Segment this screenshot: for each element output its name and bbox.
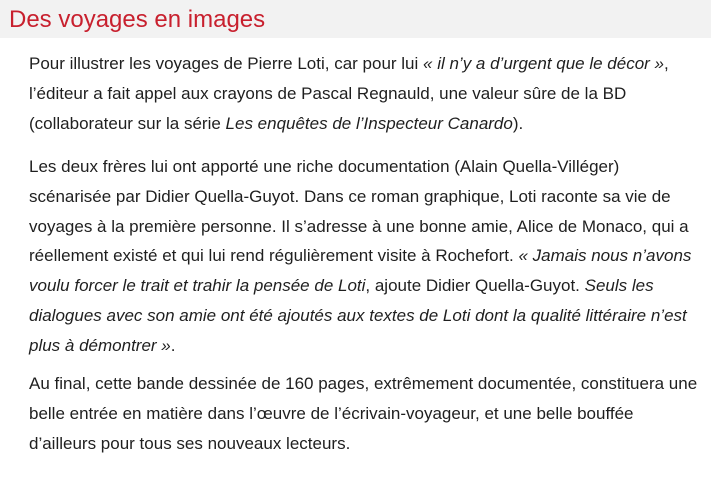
author-quote-2: Seuls les dialogues avec son amie ont été ajoutés aux textes de Loti dont la qualité littéraire n’est plus à démontrer » (29, 276, 687, 355)
paragraph-2-text-1: Les deux frères lui ont apporté une riche documentation (Alain Quella-Villéger) scénarisée par Didier Quella-Guyot. Dans ce roman graphique, Loti raconte sa vie de voyages à la première personne. Il s’adresse à une bonne amie, Alice de Monaco, qui a réellement existé et qui lui rend régulièrement visite à Rochefort. (29, 157, 689, 266)
paragraph-1-text-1: Pour illustrer les voyages de Pierre Loti, car pour lui (29, 54, 424, 73)
loti-quote: « il n’y a d’urgent que le décor » (423, 54, 665, 73)
paragraph-1-text-3: ). (512, 113, 524, 133)
section-header (0, 0, 711, 38)
paragraph-2-text-2: , ajoute Didier Quella-Guyot. (365, 276, 585, 296)
paragraph-1 (29, 49, 701, 138)
paragraph-3-text-1: Au final, cette bande dessinée de 160 pages, extrêmement documentée, constituera une belle entrée en matière dans l’œuvre de l’écrivain-voyageur, et une belle bouffée d’ailleurs pour tous ses nouveaux lecteurs. (29, 374, 698, 453)
series-title: Les enquêtes de l’Inspecteur Canardo (225, 113, 513, 133)
paragraph-3 (29, 369, 701, 458)
paragraph-2 (29, 152, 701, 361)
author-quote-1: « Jamais nous n’avons voulu forcer le trait et trahir la pensée de Loti (29, 246, 692, 296)
paragraph-1-text-2: , l’éditeur a fait appel aux crayons de Pascal Regnauld, une valeur sûre de la BD (collaborateur sur la série (29, 54, 669, 133)
section-title: Des voyages en images (9, 6, 266, 33)
paragraph-2-text-3: . (170, 335, 176, 355)
